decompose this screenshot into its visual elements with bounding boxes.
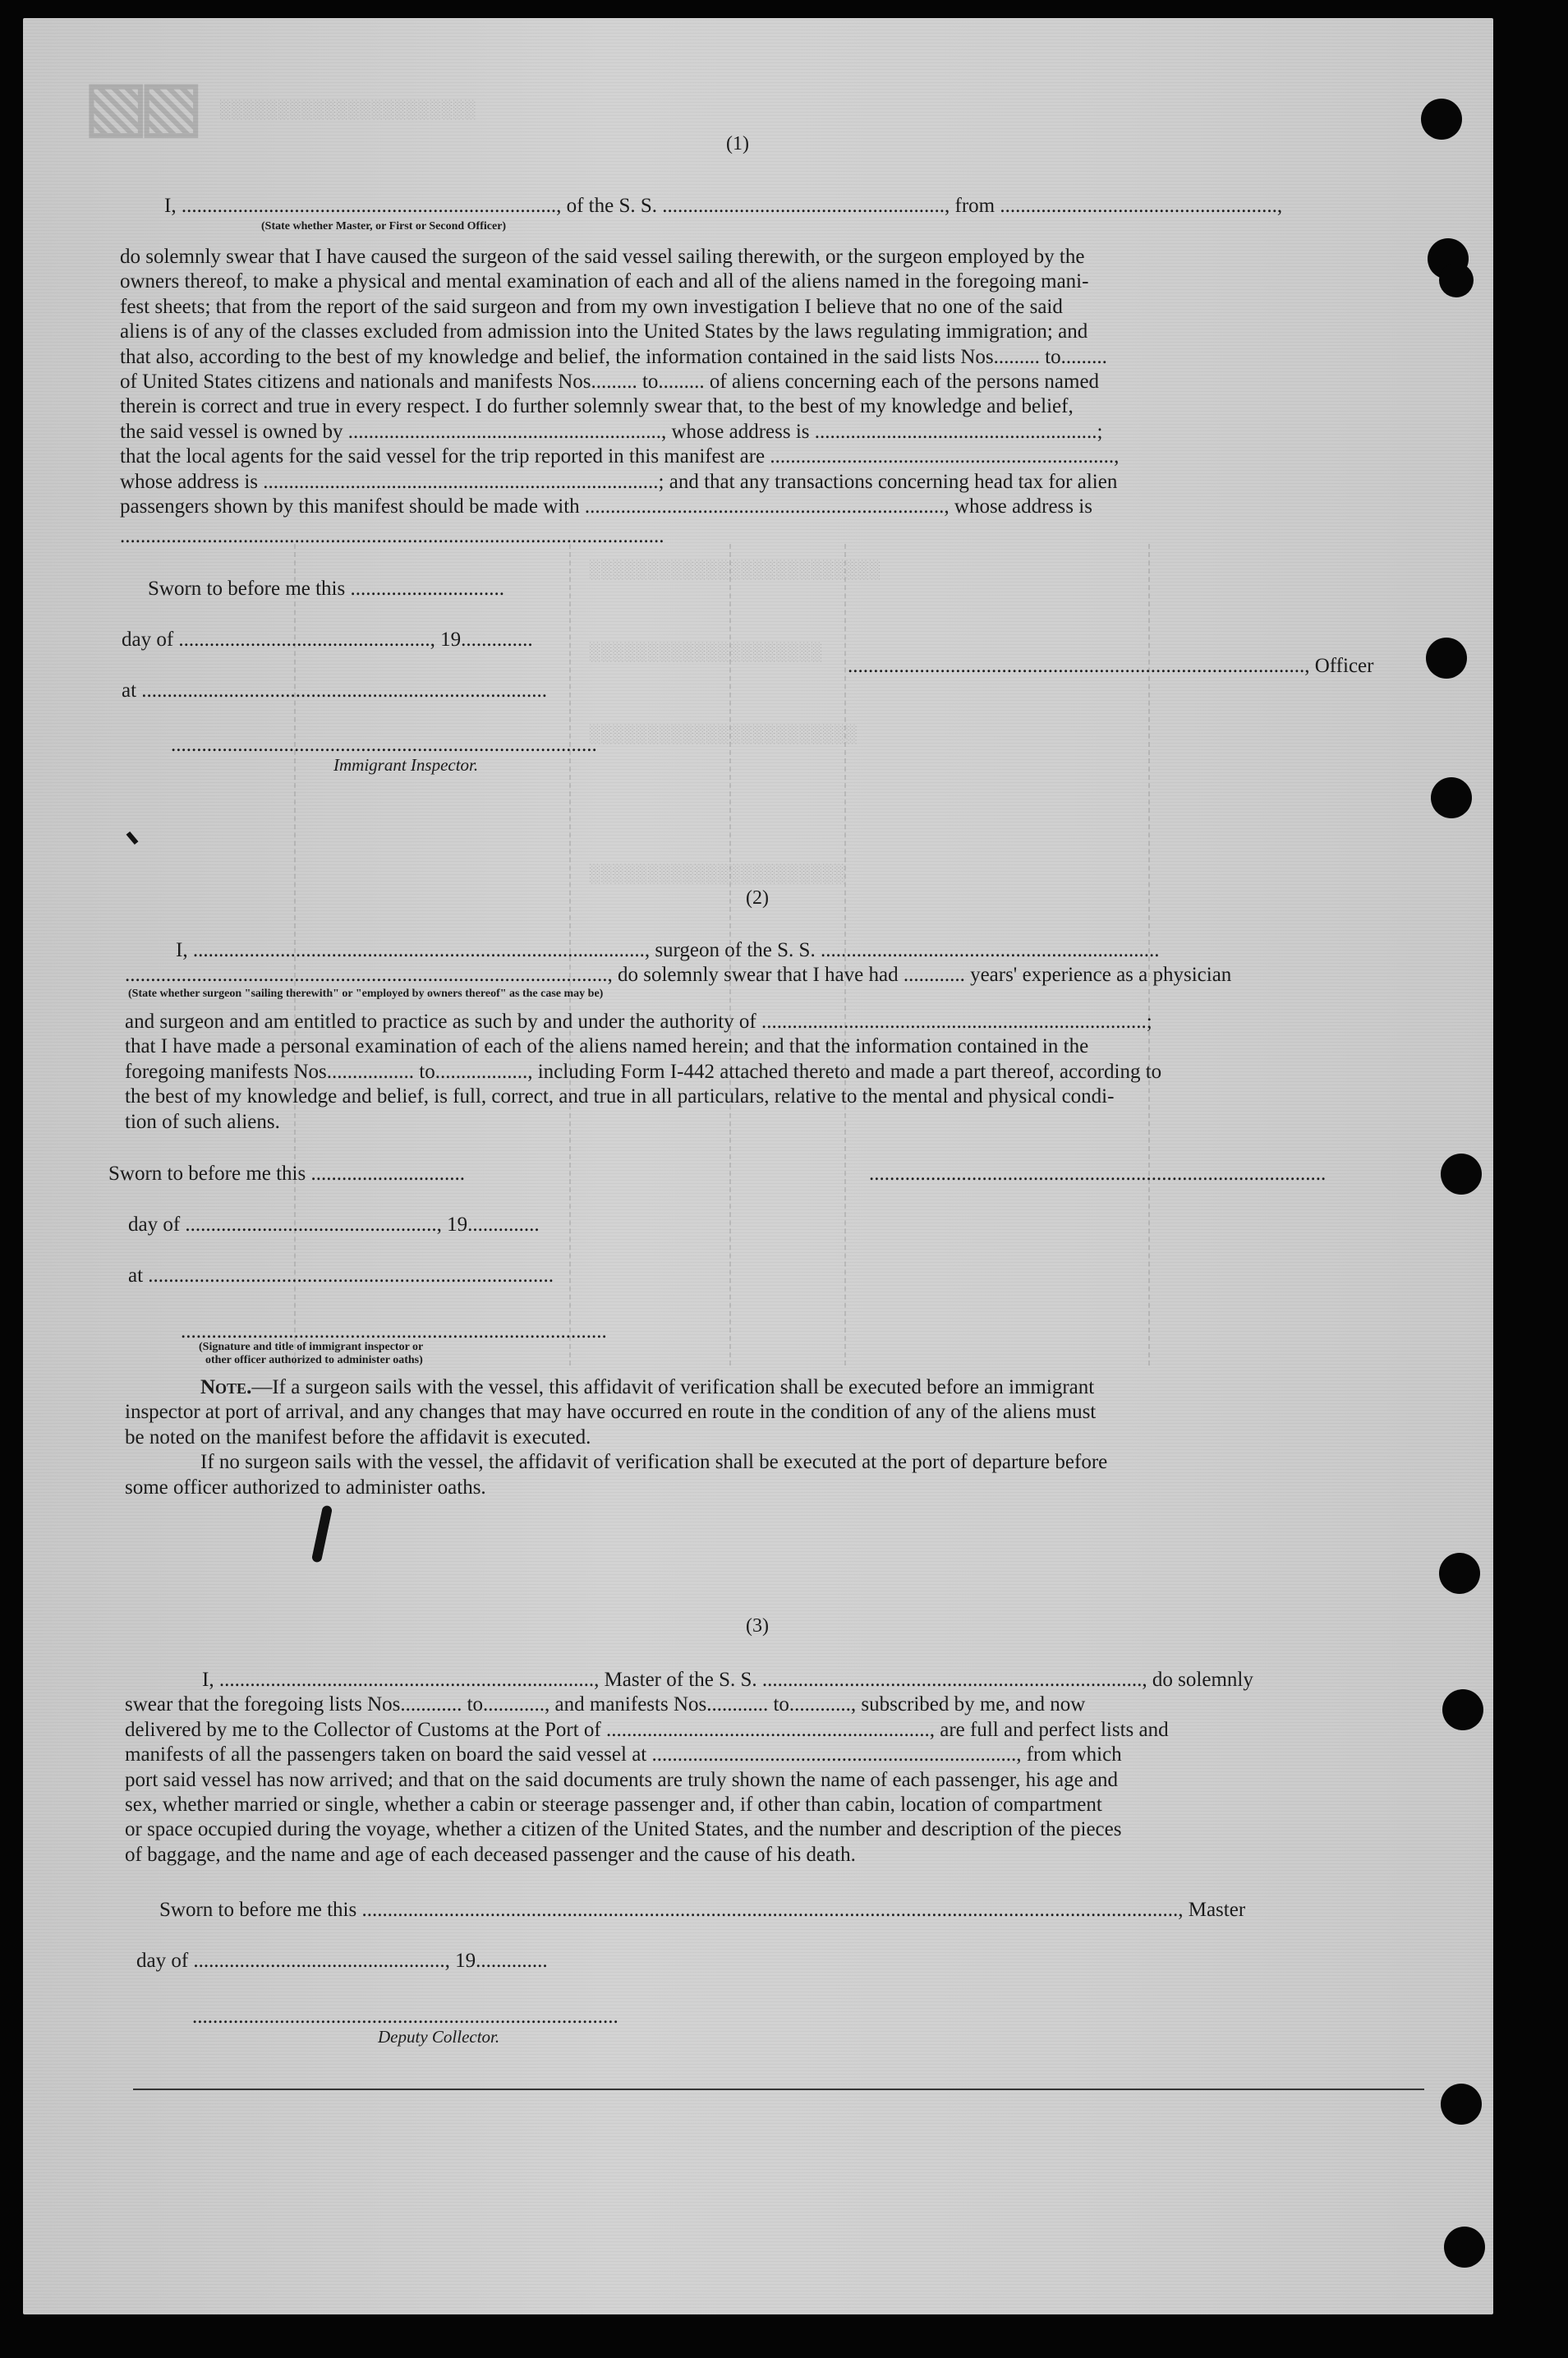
oath-line: passengers shown by this manifest should be made with ......................................................................, whose address is [120, 495, 1092, 518]
oath-line: aliens is of any of the classes excluded from admission into the United States by the laws regulating immigration; and [120, 320, 1088, 343]
oath-line: sex, whether married or single, whether a cabin or steerage passenger and, if other than cabin, location of compartment [125, 1794, 1102, 1817]
bleed-through-stamp: ▧▧ [89, 60, 200, 163]
bleed-through-text: ░░░░░░░░░░░░░░░░░░░░░░░░░ [590, 560, 882, 581]
oath-line: or space occupied during the voyage, whether a citizen of the United States, and the number and description of the pieces [125, 1818, 1122, 1841]
section-1-signature-line: ................................................................................... [171, 734, 597, 756]
oath-line: manifests of all the passengers taken on board the said vessel at ......................................................................., from which [125, 1743, 1122, 1766]
manifest-verification-page [23, 18, 1493, 2314]
section-1-officer-signature: ........................................................................................., Officer [848, 655, 1374, 677]
section-2-surgeon-line: I, ........................................................................................, surgeon of the S. S. .................................................................. [176, 939, 1160, 961]
section-2-sworn: Sworn to before me this .............................. [108, 1163, 465, 1185]
binder-hole [1441, 2084, 1482, 2125]
oath-line: owners thereof, to make a physical and mental examination of each and all of the aliens named in the foregoing mani- [120, 270, 1089, 293]
section-3-sworn-master: Sworn to before me this ..............................................................................................................................................................., Master [159, 1899, 1246, 1921]
oath-line: therein is correct and true in every respect. I do further solemnly swear that, to the best of my knowledge and belief, [120, 395, 1074, 418]
section-2-signature-note-2: other officer authorized to administer oaths) [205, 1354, 423, 1366]
ink-mark [126, 831, 139, 845]
section-2-signature-line: ................................................................................... [181, 1320, 607, 1342]
bleed-through-text: ░░░░░░░░░░░░░░░░░░░░░░ [590, 864, 847, 885]
section-2-at: at ............................................................................... [128, 1264, 554, 1287]
note-block [125, 1375, 1414, 1500]
binder-hole [1426, 638, 1467, 679]
section-2-day: day of ................................................., 19.............. [128, 1214, 540, 1236]
note-line: inspector at port of arrival, and any changes that may have occurred en route in the condition of any of the aliens must [125, 1401, 1097, 1424]
note-label: Note. [200, 1376, 252, 1398]
oath-line: whose address is .............................................................................; and that any transactions concerning head tax for alien [120, 470, 1118, 493]
binder-hole [1431, 777, 1472, 818]
oath-line: delivered by me to the Collector of Customs at the Port of ..............................................................., are full and perfect lists and [125, 1718, 1169, 1741]
section-1-master-line: I, ........................................................................., of the S. S. ......................................................., from ......................................................, [164, 195, 1283, 217]
section-2-experience-line: .............................................................................................., do solemnly swear that I have had ............ years' experience as a physician [125, 964, 1232, 986]
oath-line: that the local agents for the said vessel for the trip reported in this manifest are ..................................................................., [120, 445, 1120, 468]
section-2-signature-right: ......................................................................................... [869, 1163, 1327, 1185]
section-1-oath-paragraph [120, 245, 1409, 519]
section-1-address-line: .......................................................................................................... [120, 525, 664, 547]
bleed-through-text: ░░░░░░░░░░░░░░░░░░░░ [590, 642, 824, 663]
section-1-number: (1) [726, 133, 749, 154]
oath-line: of baggage, and the name and age of each deceased passenger and the cause of his death. [125, 1843, 856, 1866]
oath-line: of United States citizens and nationals and manifests Nos......... to......... of aliens concerning each of the persons named [120, 371, 1100, 394]
oath-line: tion of such aliens. [125, 1110, 280, 1133]
section-2-signature-note-1: (Signature and title of immigrant inspector or [199, 1341, 424, 1353]
binder-hole [1442, 1689, 1483, 1730]
oath-line: the best of my knowledge and belief, is full, correct, and true in all particulars, relative to the mental and physical condi- [125, 1085, 1115, 1108]
note-line: be noted on the manifest before the affidavit is executed. [125, 1425, 591, 1448]
oath-line: foregoing manifests Nos................. to.................., including Form I-442 attached thereto and made a part thereof, according to [125, 1060, 1162, 1083]
note-line-1 [125, 1375, 1414, 1400]
section-3-oath-paragraph [125, 1668, 1414, 1868]
section-1-day: day of ................................................., 19.............. [122, 629, 533, 651]
section-2-note: (State whether surgeon "sailing therewith" or "employed by owners thereof" as the case may be) [128, 988, 604, 1000]
oath-line: the said vessel is owned by ............................................................., whose address is .......................................................; [120, 420, 1103, 443]
oath-line: swear that the foregoing lists Nos............ to............, and manifests Nos............ to............, subscribed by me, and now [125, 1693, 1086, 1716]
binder-hole [1441, 1154, 1482, 1195]
section-3-collector-label: Deputy Collector. [378, 2027, 500, 2047]
oath-line: I, ........................................................................., Master of the S. S. .........................................................................., do solemnly [202, 1669, 1253, 1691]
bleed-through-header: ░░░░░░░░░░░░░░░░░░░░░░ [220, 100, 477, 121]
oath-line: and surgeon and am entitled to practice as such by and under the authority of ...........................................................................; [125, 1011, 1152, 1033]
section-1-at: at ............................................................................... [122, 679, 548, 702]
section-1-inspector-label: Immigrant Inspector. [333, 755, 479, 775]
oath-line: fest sheets; that from the report of the said surgeon and from my own investigation I believe that no one of the said [120, 295, 1063, 318]
oath-line: that I have made a personal examination of each of the aliens named herein; and that the information contained in the [125, 1035, 1089, 1058]
note-line: If no surgeon sails with the vessel, the affidavit of verification shall be executed at the port of departure before [200, 1451, 1108, 1474]
section-3-signature-line: ................................................................................... [192, 2006, 618, 2028]
oath-line: do solemnly swear that I have caused the surgeon of the said vessel sailing therewith, or the surgeon employed by the [120, 246, 1085, 268]
note-text: —If a surgeon sails with the vessel, this affidavit of verification shall be executed before an immigrant [251, 1376, 1095, 1398]
oath-line: port said vessel has now arrived; and that on the said documents are truly shown the name of each passenger, his age and [125, 1768, 1119, 1791]
section-2-number: (2) [746, 887, 769, 909]
section-1-sworn: Sworn to before me this .............................. [148, 578, 504, 600]
section-3-number: (3) [746, 1615, 769, 1637]
ink-stroke [311, 1505, 333, 1564]
binder-hole [1439, 1553, 1480, 1594]
section-3-day: day of ................................................., 19.............. [136, 1950, 548, 1972]
bottom-rule [133, 2089, 1424, 2090]
binder-hole [1421, 99, 1462, 140]
binder-hole [1439, 263, 1474, 297]
section-1-note: (State whether Master, or First or Second Officer) [261, 220, 507, 233]
binder-hole [1444, 2227, 1485, 2268]
note-line: some officer authorized to administer oaths. [125, 1476, 486, 1499]
section-2-oath-paragraph [125, 1010, 1414, 1135]
bleed-through-text: ░░░░░░░░░░░░░░░░░░░░░░░ [590, 725, 858, 745]
oath-line: that also, according to the best of my knowledge and belief, the information contained in the said lists Nos......... to......... [120, 345, 1107, 368]
